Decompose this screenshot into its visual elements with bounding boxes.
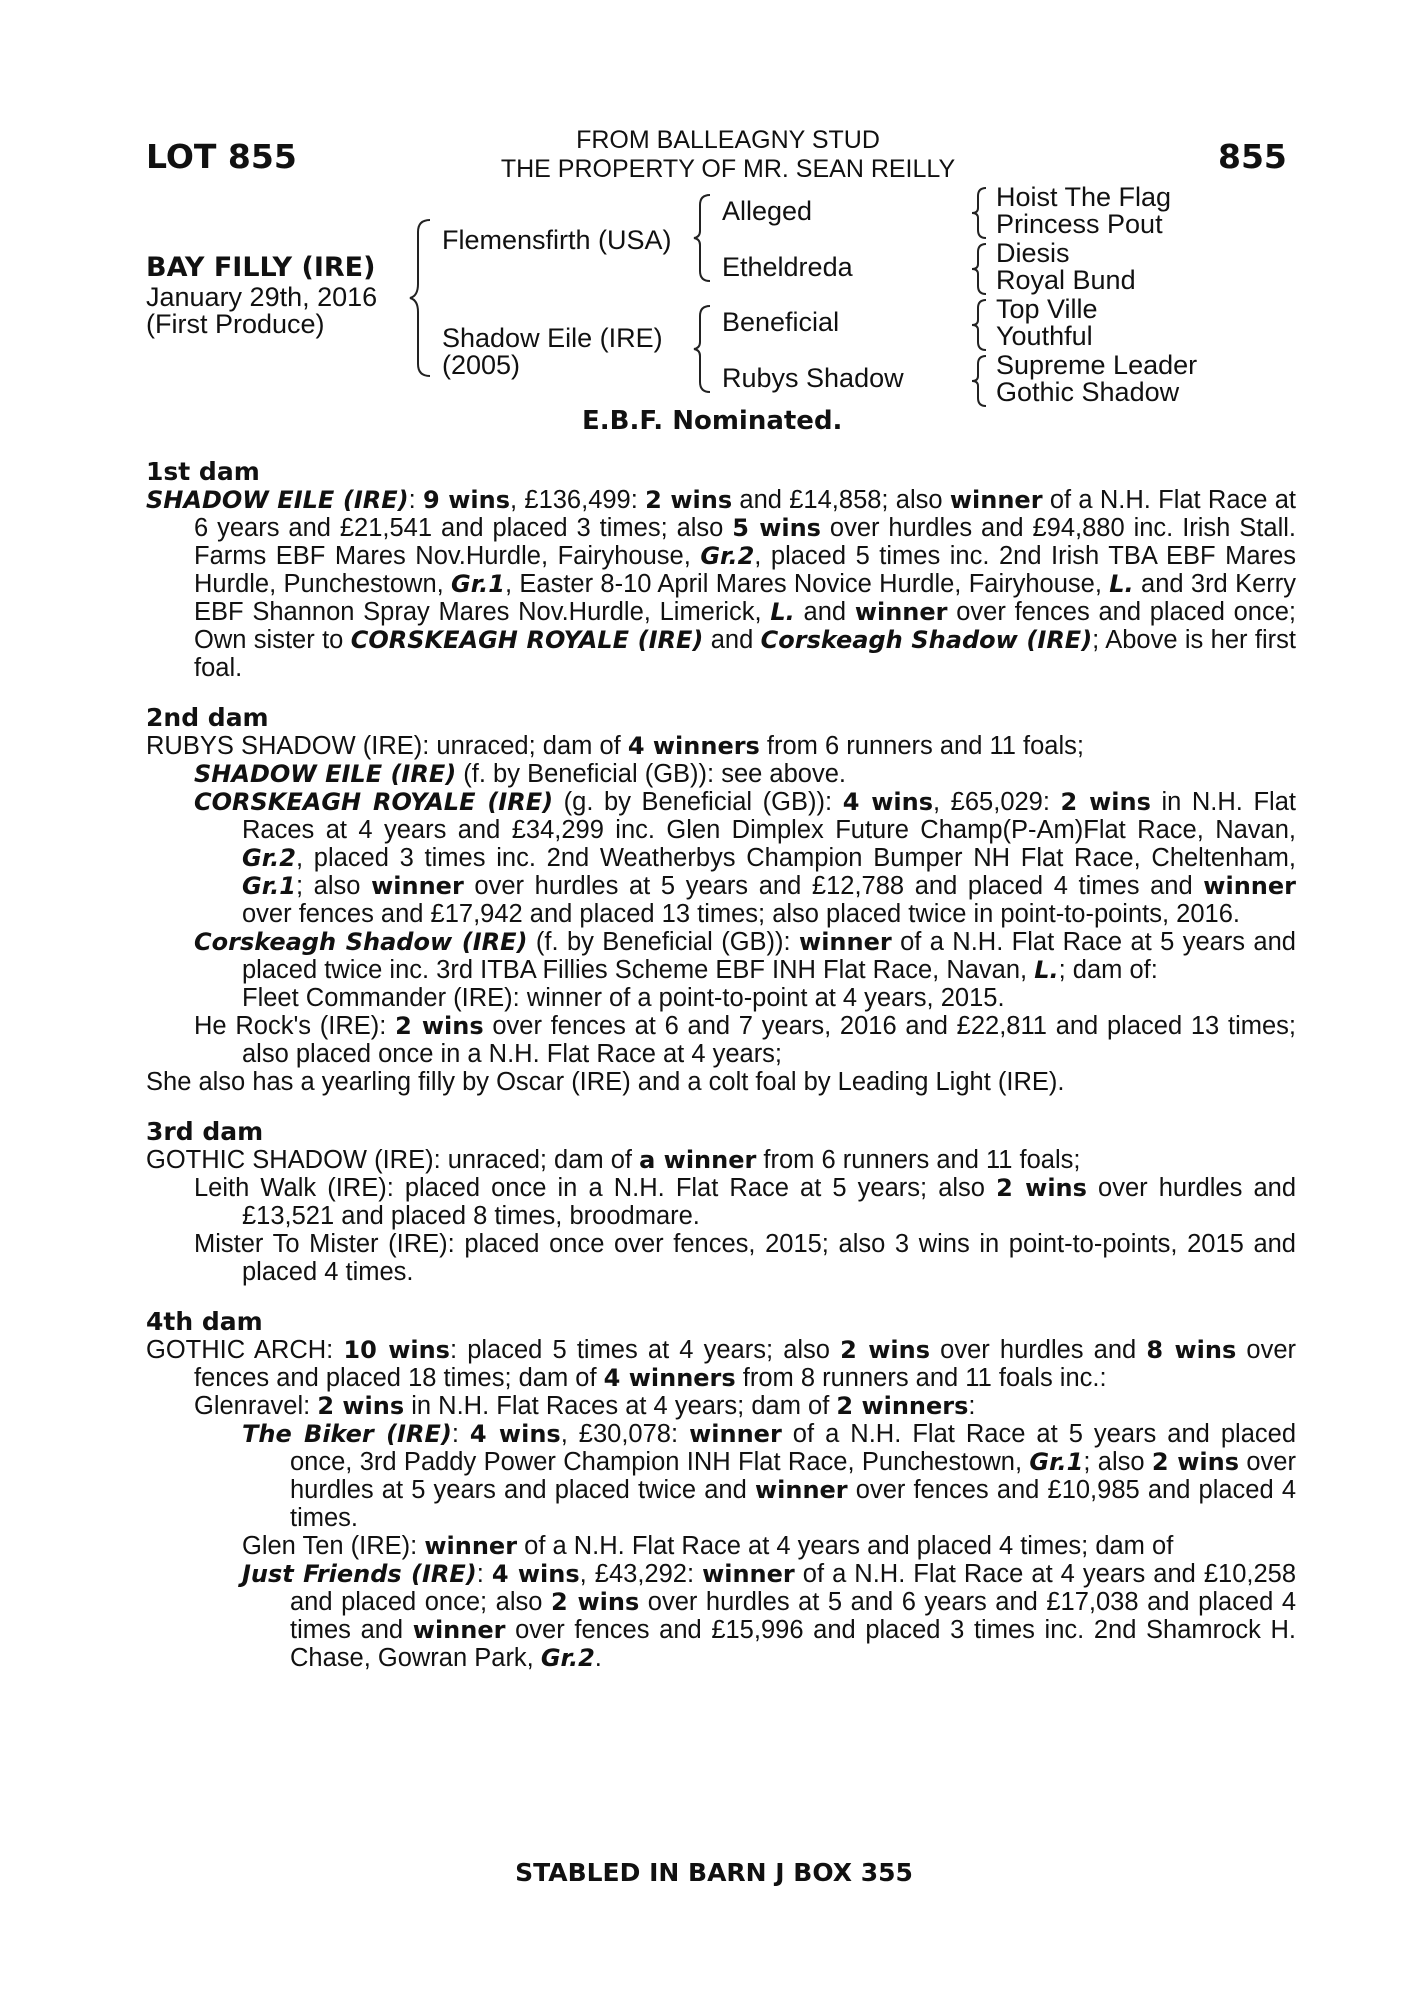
second-dam-paragraph [146, 732, 1296, 760]
winner: winner [689, 1420, 782, 1448]
lot-label: LOT 855 [146, 137, 297, 176]
text: over hurdles at 5 years and placed twice and [290, 1448, 1296, 1504]
text: and [794, 598, 855, 626]
progeny-sub-entry [146, 1532, 1296, 1560]
progeny-sub-entry [98, 1420, 1296, 1532]
g-brace-4 [970, 354, 992, 408]
text: from 8 runners and 11 foals inc.: [735, 1364, 1107, 1392]
text: , Easter 8-10 April Mares Novice Hurdle, Fairyhouse, [504, 570, 1110, 598]
horse-name: Just Friends (IRE) [242, 1560, 477, 1588]
wins: 8 wins [1146, 1336, 1237, 1364]
dam-sire: Beneficial [722, 307, 840, 337]
wins: 2 wins [996, 1174, 1087, 1202]
grade: Gr.2 [242, 844, 296, 872]
text: . [594, 1644, 602, 1672]
listed: L. [1034, 956, 1059, 984]
section-1st-dam: 1st dam [146, 457, 260, 486]
ancestor-6: Youthful [996, 321, 1093, 351]
text: , £43,292: [579, 1560, 703, 1588]
winners: 2 winners [836, 1392, 969, 1420]
text: of a N.H. Flat Race at 4 years and placed 4 times; dam of [517, 1532, 1174, 1560]
text: ; dam of: [1058, 956, 1158, 984]
text: of a N.H. Flat Race at 6 years and £21,541 and placed 3 times; also [194, 486, 1296, 542]
progeny-entry [98, 928, 1296, 984]
third-dam-paragraph [146, 1146, 1296, 1174]
text: and £14,858; also [732, 486, 950, 514]
wins: 2 wins [1060, 788, 1151, 816]
ebf-nomination: E.B.F. Nominated. [582, 406, 843, 436]
text: over hurdles and £13,521 and placed 8 times, broodmare. [242, 1174, 1297, 1230]
text: over hurdles at 5 years and £12,788 and placed 4 times and [463, 872, 1204, 900]
grade: Gr.1 [242, 872, 296, 900]
text: : placed 5 times at 4 years; also [449, 1336, 841, 1364]
progeny-entry [146, 760, 1296, 788]
text: over fences and placed 18 times; dam of [194, 1336, 1297, 1392]
horse-title: BAY FILLY (IRE) [146, 252, 376, 283]
winner: winner [702, 1560, 795, 1588]
first-dam-paragraph [146, 486, 1296, 682]
progeny-entry [146, 1012, 1296, 1068]
text: and [703, 626, 761, 654]
text: from 6 runners and 11 foals; [756, 1146, 1081, 1174]
text: Glen Ten (IRE): [242, 1532, 425, 1560]
grade: Gr.2 [700, 542, 755, 570]
progeny-entry [146, 1230, 1296, 1286]
dam-brace [692, 304, 716, 394]
wins: 10 wins [343, 1336, 450, 1364]
text: : [451, 1420, 470, 1448]
wins: 2 wins [1151, 1448, 1240, 1476]
winner: winner [424, 1532, 518, 1560]
progeny-entry [146, 1174, 1296, 1230]
text: , placed 3 times inc. 2nd Weatherbys Champion Bumper NH Flat Race, Cheltenham, [295, 844, 1296, 872]
text: of a N.H. Flat Race at 5 years and placed once, 3rd Paddy Power Champion INH Flat Race, Punchestown, [290, 1420, 1297, 1476]
winners: a winner [639, 1146, 757, 1174]
text: , £30,078: [560, 1420, 690, 1448]
g-brace-1 [970, 186, 992, 240]
grade: Gr.1 [1029, 1448, 1084, 1476]
winner: winner [949, 486, 1043, 514]
stabling-footer: STABLED IN BARN J BOX 355 [515, 1858, 913, 1887]
text: Fleet Commander (IRE): winner of a point-to-point at 4 years, 2015. [242, 984, 1005, 1012]
produce-note: (First Produce) [146, 309, 325, 339]
fourth-dam-paragraph [146, 1336, 1296, 1392]
wins: 2 wins [395, 1012, 484, 1040]
grade: Gr.2 [540, 1644, 595, 1672]
text: ; also [1083, 1448, 1152, 1476]
progeny-sub-entry [146, 984, 1296, 1012]
text: of a N.H. Flat Race at 4 years and £10,258 and placed once; also [290, 1560, 1297, 1616]
text: of a N.H. Flat Race at 5 years and placed twice inc. 3rd ITBA Fillies Scheme EBF INH Flat Race, Navan, [242, 928, 1296, 984]
dam-dam: Rubys Shadow [722, 363, 904, 393]
wins: 2 wins [645, 486, 733, 514]
progeny-entry [98, 788, 1296, 928]
consignor-line-2: THE PROPERTY OF MR. SEAN REILLY [500, 155, 956, 183]
winner: winner [371, 872, 464, 900]
wins: 2 wins [840, 1336, 931, 1364]
section-2nd-dam: 2nd dam [146, 703, 269, 732]
winners: 4 winners [627, 732, 760, 760]
text: , £65,029: [933, 788, 1061, 816]
dam: Shadow Eile (IRE) [442, 323, 663, 353]
ancestor-7: Supreme Leader [996, 350, 1198, 380]
winner: winner [412, 1616, 506, 1644]
sire-brace [692, 193, 716, 283]
foaling-date: January 29th, 2016 [146, 282, 378, 312]
horse-name: Corskeagh Shadow (IRE) [194, 928, 528, 956]
winner: winner [1203, 872, 1296, 900]
text: GOTHIC ARCH: [146, 1336, 344, 1364]
horse-name: SHADOW EILE (IRE) [146, 486, 409, 514]
ancestor-5: Top Ville [996, 294, 1098, 324]
lot-number: 855 [1218, 137, 1287, 176]
sire-dam: Etheldreda [722, 252, 853, 282]
text: ; Above is her first foal. [194, 626, 1296, 682]
winners: 4 winners [603, 1364, 736, 1392]
progeny-entry [146, 1392, 1296, 1420]
progeny-sub-entry [98, 1560, 1296, 1672]
text: ; also [295, 872, 372, 900]
text: : [408, 486, 423, 514]
winner: winner [754, 1476, 848, 1504]
text: over fences and £17,942 and placed 13 times; also placed twice in point-to-points, 2016. [242, 900, 1240, 928]
text: and 3rd Kerry EBF Shannon Spray Mares Nov.Hurdle, Limerick, [194, 570, 1296, 626]
listed: L. [770, 598, 795, 626]
text: over fences and placed once; Own sister to [194, 598, 1297, 654]
text: (f. by Beneficial (GB)): see above. [456, 760, 846, 788]
wins: 5 wins [732, 514, 821, 542]
text: RUBYS SHADOW (IRE): unraced; dam of [146, 732, 628, 760]
ancestor-8: Gothic Shadow [996, 377, 1180, 407]
text: , placed 5 times inc. 2nd Irish TBA EBF Mares Hurdle, Punchestown, [194, 542, 1297, 598]
wins: 2 wins [550, 1588, 640, 1616]
wins: 9 wins [422, 486, 511, 514]
text: Leith Walk (IRE): placed once in a N.H. Flat Race at 5 years; also [194, 1174, 997, 1202]
text: Glenravel: [194, 1392, 318, 1420]
text: : [476, 1560, 492, 1588]
ancestor-3: Diesis [996, 238, 1070, 268]
g-brace-2 [970, 242, 992, 296]
text: (f. by Beneficial (GB)): [527, 928, 800, 956]
catalogue-body [146, 458, 1296, 1672]
g-brace-3 [970, 298, 992, 352]
text: over hurdles and £94,880 inc. Irish Stall. Farms EBF Mares Nov.Hurdle, Fairyhouse, [194, 514, 1296, 570]
horse-name: Corskeagh Shadow (IRE) [760, 626, 1093, 654]
text: He Rock's (IRE): [194, 1012, 396, 1040]
winner: winner [854, 598, 948, 626]
dam-year: (2005) [442, 350, 521, 380]
text: over hurdles at 5 and 6 years and £17,038 and placed 4 times and [290, 1588, 1297, 1644]
text: from 6 runners and 11 foals; [759, 732, 1084, 760]
text: (g. by Beneficial (GB)): [553, 788, 843, 816]
section-4th-dam: 4th dam [146, 1307, 263, 1336]
wins: 4 wins [469, 1420, 561, 1448]
text: in N.H. Flat Races at 4 years; dam of [404, 1392, 837, 1420]
sire: Flemensfirth (USA) [442, 225, 672, 255]
text: : [968, 1392, 976, 1420]
text: in N.H. Flat Races at 4 years and £34,299 inc. Glen Dimplex Future Champ(P-Am)Flat Race, Navan, [242, 788, 1296, 844]
grade: Gr.1 [451, 570, 505, 598]
wins: 2 wins [317, 1392, 405, 1420]
wins: 4 wins [842, 788, 934, 816]
wins: 4 wins [491, 1560, 580, 1588]
horse-name: SHADOW EILE (IRE) [194, 760, 457, 788]
consignor-line-1: FROM BALLEAGNY STUD [576, 126, 880, 154]
text: GOTHIC SHADOW (IRE): unraced; dam of [146, 1146, 640, 1174]
horse-name: The Biker (IRE) [242, 1420, 452, 1448]
horse-name: CORSKEAGH ROYALE (IRE) [194, 788, 554, 816]
ancestor-4: Royal Bund [996, 265, 1136, 295]
text: She also has a yearling filly by Oscar (IRE) and a colt foal by Leading Light (IRE). [146, 1068, 1065, 1096]
pedigree-main-brace [408, 218, 438, 378]
text: over fences and £10,985 and placed 4 times. [290, 1476, 1296, 1532]
section-3rd-dam: 3rd dam [146, 1117, 264, 1146]
text: , £136,499: [510, 486, 646, 514]
winner: winner [799, 928, 892, 956]
horse-name: CORSKEAGH ROYALE (IRE) [350, 626, 704, 654]
text: over hurdles and [930, 1336, 1147, 1364]
second-dam-closing [146, 1068, 1296, 1096]
listed: L. [1109, 570, 1134, 598]
text: Mister To Mister (IRE): placed once over fences, 2015; also 3 wins in point-to-points, 2015 and placed 4 times. [194, 1230, 1296, 1286]
text: over fences at 6 and 7 years, 2016 and £22,811 and placed 13 times; also placed once in a N.H. Flat Race at 4 years; [242, 1012, 1296, 1068]
text: over fences and £15,996 and placed 3 times inc. 2nd Shamrock H. Chase, Gowran Park, [290, 1616, 1296, 1672]
sire-sire: Alleged [722, 196, 813, 226]
ancestor-1: Hoist The Flag [996, 182, 1172, 212]
ancestor-2: Princess Pout [996, 209, 1163, 239]
